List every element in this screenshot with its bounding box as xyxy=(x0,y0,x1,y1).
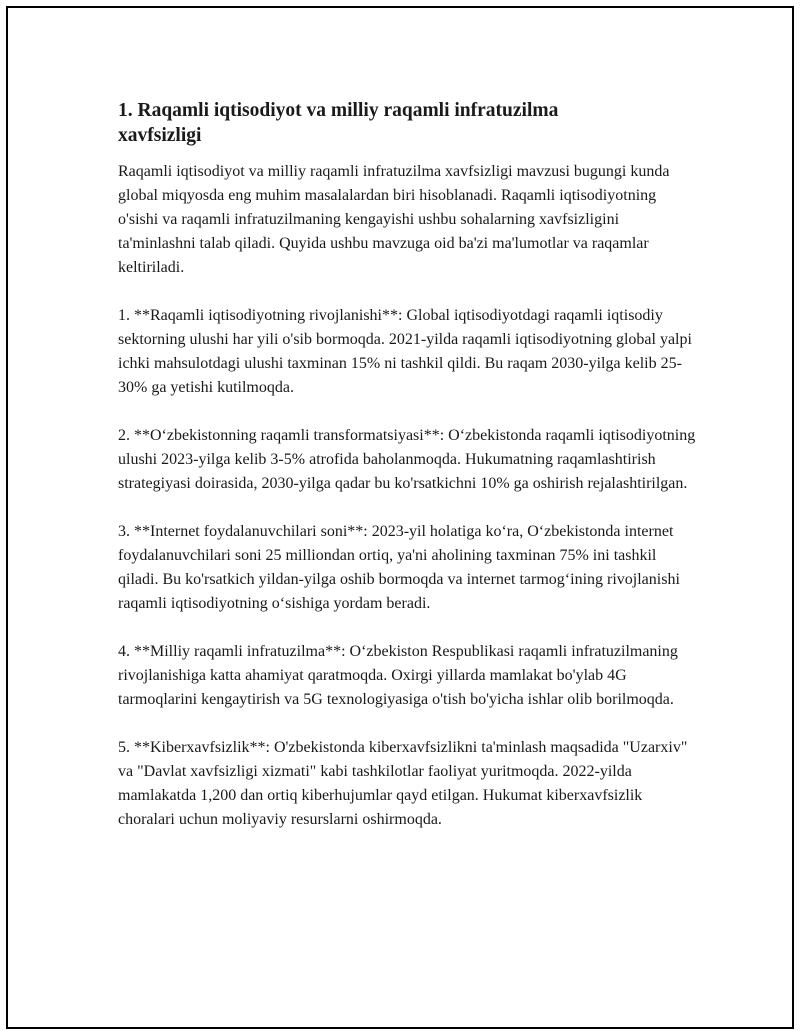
document-page xyxy=(6,6,794,1029)
document-content xyxy=(118,98,698,856)
paragraph-digital-economy: 1. **Raqamli iqtisodiyotning rivojlanishi**: Global iqtisodiyotdagi raqamli iqtisodiy sektorning ulushi har yili o'sib bormoqda. 2021-yilda raqamli iqtisodiyotning global yalpi ichki mahsulotdagi ulushi taxminan 15% ni tashkil qildi. Bu raqam 2030-yilga kelib 25-30% ga yetishi kutilmoqda. xyxy=(118,307,692,396)
intro-paragraph: Raqamli iqtisodiyot va milliy raqamli infratuzilma xavfsizligi mavzusi bugungi kunda global miqyosda eng muhim masalalardan biri hisoblanadi. Raqamli iqtisodiyotning o'sishi va raqamli infratuzilmaning kengayishi ushbu sohalarning xavfsizligini ta'minlashni talab qiladi. Quyida ushbu mavzuga oid ba'zi ma'lumotlar va raqamlar keltiriladi. xyxy=(118,163,670,276)
paragraph-uzbekistan-transformation: 2. **O‘zbekistonning raqamli transformatsiyasi**: O‘zbekistonda raqamli iqtisodiyotning ulushi 2023-yilga kelib 3-5% atrofida baholanmoqda. Hukumatning raqamlashtirish strategiyasi doirasida, 2030-yilga qadar bu ko'rsatkichni 10% ga oshirish rejalashtirilgan. xyxy=(118,427,696,492)
paragraph-national-infrastructure: 4. **Milliy raqamli infratuzilma**: O‘zbekiston Respublikasi raqamli infratuzilmaning rivojlanishiga katta ahamiyat qaratmoqda. Oxirgi yillarda mamlakat bo'ylab 4G tarmoqlarini kengaytirish va 5G texnologiyasiga o'tish bo'yicha ishlar olib borilmoqda. xyxy=(118,643,678,708)
paragraph-cybersecurity: 5. **Kiberxavfsizlik**: O'zbekistonda kiberxavfsizlikni ta'minlash maqsadida "Uzarxiv" va "Davlat xavfsizligi xizmati" kabi tashkilotlar faoliyat yuritmoqda. 2022-yilda mamlakatda 1,200 dan ortiq kiberhujumlar qayd etilgan. Hukumat kiberxavfsizlik choralari uchun moliyaviy resurslarni oshirmoqda. xyxy=(118,739,688,828)
paragraph-internet-users: 3. **Internet foydalanuvchilari soni**: 2023-yil holatiga ko‘ra, O‘zbekistonda internet foydalanuvchilari soni 25 milliondan ortiq, ya'ni aholining taxminan 75% ini tashkil qiladi. Bu ko'rsatkich yildan-yilga oshib bormoqda va internet tarmog‘ining rivojlanishi raqamli iqtisodiyotning o‘sishiga yordam beradi. xyxy=(118,523,680,612)
document-title: 1. Raqamli iqtisodiyot va milliy raqamli infratuzilma xavfsizligi xyxy=(118,100,559,146)
